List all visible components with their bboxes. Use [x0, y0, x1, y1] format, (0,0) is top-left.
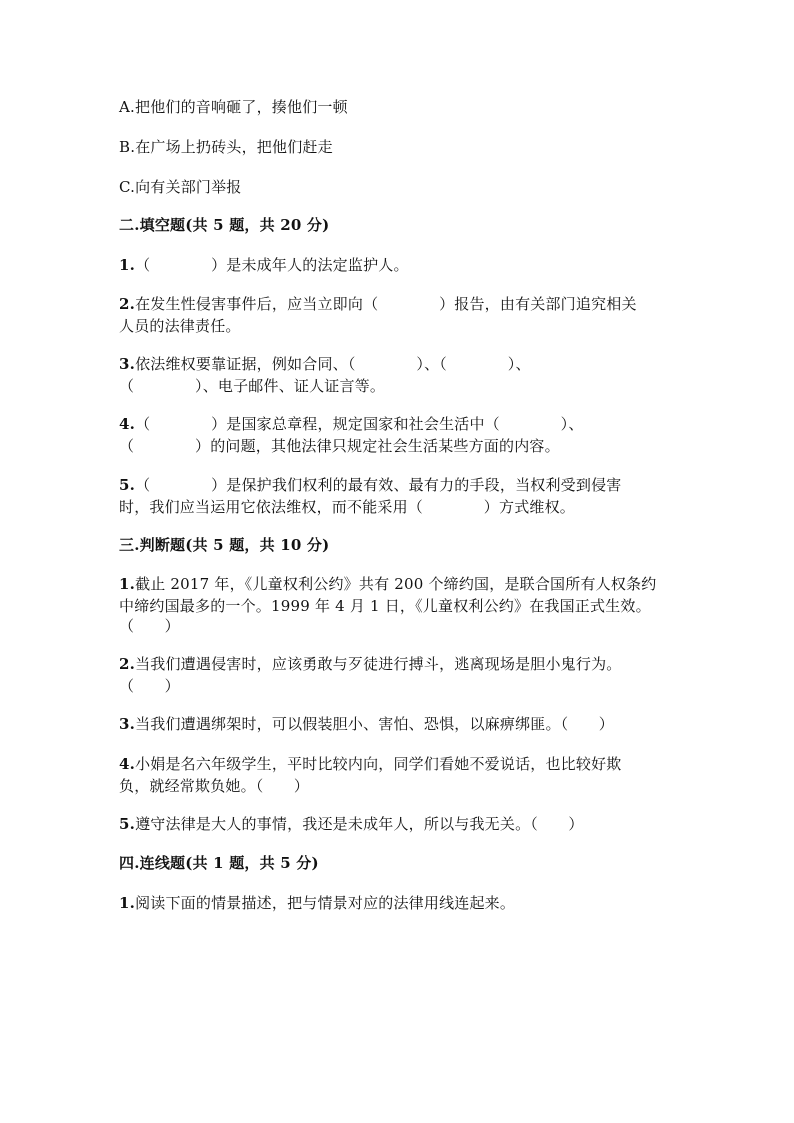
judge-question-3: 3.当我们遭遇绑架时，可以假装胆小、害怕、恐惧，以麻痹绑匪。（ ） — [119, 715, 614, 733]
section-3-heading: 三.判断题(共 5 题，共 10 分) — [119, 536, 330, 554]
judge-question-2-answer: （ ） — [119, 677, 180, 695]
section-4-heading: 四.连线题(共 1 题，共 5 分) — [119, 854, 319, 872]
judge-question-2: 2.当我们遭遇侵害时，应该勇敢与歹徒进行搏斗，逃离现场是胆小鬼行为。 — [119, 655, 622, 673]
judge-question-1-cont: 中缔约国最多的一个。1999 年 4 月 1 日，《儿童权利公约》在我国正式生效。 — [119, 597, 651, 615]
option-a: A.把他们的音响砸了，揍他们一顿 — [119, 98, 348, 116]
judge-question-4-cont: 负，就经常欺负她。（ ） — [119, 777, 310, 795]
section-2-heading: 二.填空题(共 5 题，共 20 分) — [119, 216, 330, 234]
fill-question-5-cont: 时，我们应当运用它依法维权，而不能采用（ ）方式维权。 — [119, 498, 576, 516]
fill-question-4: 4.（ ）是国家总章程，规定国家和社会生活中（ ）、 — [119, 415, 584, 433]
judge-question-4: 4.小娟是名六年级学生，平时比较内向，同学们看她不爱说话，也比较好欺 — [119, 755, 622, 773]
fill-question-3: 3.依法维权要靠证据，例如合同、（ ）、（ ）、 — [119, 355, 531, 373]
judge-question-1: 1.截止 2017 年，《儿童权利公约》共有 200 个缔约国，是联合国所有人权条约 — [119, 575, 657, 593]
fill-question-4-cont: （ ）的问题，其他法律只规定社会生活某些方面的内容。 — [119, 437, 560, 455]
judge-question-1-answer: （ ） — [119, 617, 180, 635]
fill-question-1: 1.（ ）是未成年人的法定监护人。 — [119, 256, 409, 274]
option-b: B.在广场上扔砖头，把他们赶走 — [119, 138, 333, 156]
fill-question-2: 2.在发生性侵害事件后，应当立即向（ ）报告，由有关部门追究相关 — [119, 295, 637, 313]
match-question-1: 1.阅读下面的情景描述，把与情景对应的法律用线连起来。 — [119, 894, 516, 912]
fill-question-2-cont: 人员的法律责任。 — [119, 317, 241, 335]
option-c: C.向有关部门举报 — [119, 178, 242, 196]
fill-question-5: 5.（ ）是保护我们权利的最有效、最有力的手段，当权利受到侵害 — [119, 476, 622, 494]
fill-question-3-cont: （ ）、电子邮件、证人证言等。 — [119, 377, 386, 395]
judge-question-5: 5.遵守法律是大人的事情，我还是未成年人，所以与我无关。（ ） — [119, 815, 584, 833]
